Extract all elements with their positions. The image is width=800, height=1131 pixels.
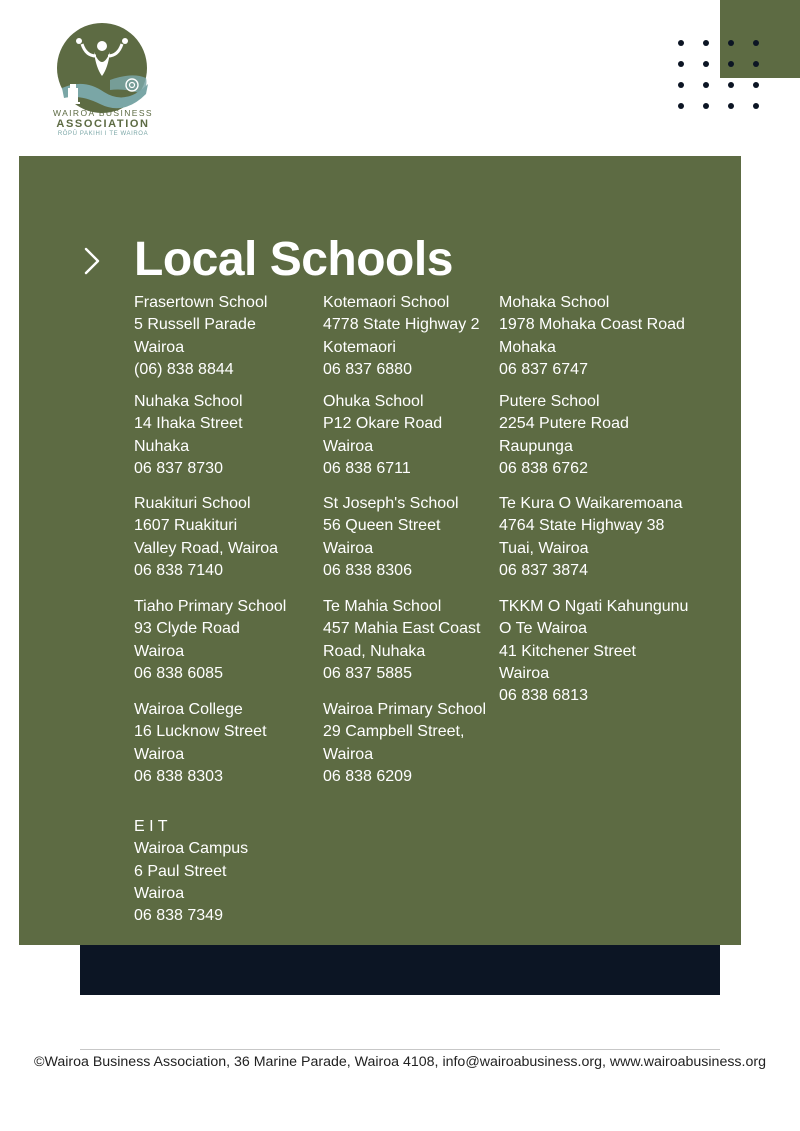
school-detail-line: Road, Nuhaka (323, 642, 426, 660)
school-entry (323, 596, 480, 685)
school-name: Ohuka School (323, 393, 424, 410)
school-detail-line: 06 837 6880 (323, 360, 412, 378)
school-entry (134, 493, 278, 582)
school-detail-line: 06 838 8303 (134, 767, 223, 785)
school-detail-line: 6 Paul Street (134, 862, 227, 880)
school-detail-line: 06 838 6209 (323, 767, 412, 785)
school-detail-line: Valley Road, Wairoa (134, 539, 279, 557)
school-detail-line: Mohaka (499, 338, 556, 356)
school-entry (134, 699, 267, 788)
school-detail-line: 06 838 6711 (323, 459, 411, 477)
school-detail-line: 93 Clyde Road (134, 620, 240, 638)
school-detail-line: 14 Ihaka Street (134, 415, 243, 433)
school-detail-line: 41 Kitchener Street (499, 642, 636, 660)
school-detail-line: Wairoa (134, 884, 185, 902)
school-entry (499, 292, 685, 381)
page-title: Local Schools (134, 233, 453, 286)
school-entry (323, 292, 480, 381)
school-detail-line: Raupunga (499, 437, 573, 455)
school-detail-line: 06 838 7349 (134, 907, 223, 925)
school-detail-line: Wairoa (134, 642, 185, 660)
school-entry (134, 391, 243, 480)
logo-line-1: WAIROA BUSINESS (52, 108, 154, 118)
school-name: Tiaho Primary School (134, 598, 287, 615)
school-detail-line: O Te Wairoa (499, 620, 588, 638)
school-name: St Joseph's School (323, 495, 459, 512)
footer-contact: ©Wairoa Business Association, 36 Marine Parade, Wairoa 4108, info@wairoabusiness.org, www.wairoabusiness.org (34, 1054, 766, 1070)
school-detail-line: Wairoa (323, 539, 374, 557)
school-entry (323, 699, 486, 788)
school-entry (499, 493, 682, 582)
school-detail-line: 4778 State Highway 2 (323, 316, 480, 334)
school-name: Te Mahia School (323, 598, 442, 615)
school-detail-line: Kotemaori (323, 338, 396, 356)
school-name: Putere School (499, 393, 600, 410)
school-detail-line: 457 Mahia East Coast (323, 620, 481, 638)
school-detail-line: 06 838 6813 (499, 687, 588, 705)
school-detail-line: 06 837 6747 (499, 360, 588, 378)
school-detail-line: 06 838 7140 (134, 561, 223, 579)
school-detail-line: Tuai, Wairoa (499, 539, 589, 557)
chevron-right-icon (82, 246, 102, 276)
school-entry (134, 292, 267, 381)
school-detail-line: 5 Russell Parade (134, 316, 256, 334)
school-name: TKKM O Ngati Kahungunu (499, 598, 689, 615)
school-name: Wairoa College (134, 701, 243, 718)
school-detail-line: (06) 838 8844 (134, 360, 234, 378)
school-name: Nuhaka School (134, 393, 243, 410)
school-detail-line: 16 Lucknow Street (134, 723, 267, 741)
school-name: Frasertown School (134, 294, 268, 311)
school-detail-line: Wairoa (134, 745, 185, 763)
school-detail-line: Wairoa (499, 664, 550, 682)
school-name: Wairoa Primary School (323, 701, 487, 718)
school-entry (323, 391, 442, 480)
school-detail-line: P12 Okare Road (323, 415, 443, 433)
school-detail-line: 06 837 5885 (323, 664, 412, 682)
school-detail-line: 06 837 3874 (499, 561, 588, 579)
school-entry (323, 493, 459, 582)
school-detail-line: Wairoa (323, 437, 374, 455)
school-detail-line: Wairoa (134, 338, 185, 356)
school-detail-line: 2254 Putere Road (499, 415, 629, 433)
school-detail-line: 06 838 6085 (134, 664, 223, 682)
school-detail-line: 06 838 8306 (323, 561, 412, 579)
school-detail-line: 06 837 8730 (134, 459, 223, 477)
school-detail-line: 56 Queen Street (323, 517, 441, 535)
school-name: E I T (134, 818, 168, 835)
logo-wordmark (48, 108, 158, 138)
school-detail-line: Wairoa Campus (134, 840, 249, 858)
school-name: Ruakituri School (134, 495, 251, 512)
footer-divider (80, 1049, 720, 1050)
school-name: Mohaka School (499, 294, 610, 311)
school-detail-line: Wairoa (323, 745, 374, 763)
school-detail-line: 06 838 6762 (499, 459, 588, 477)
school-entry (134, 816, 248, 927)
school-detail-line: 4764 State Highway 38 (499, 517, 665, 535)
school-detail-line: 1978 Mohaka Coast Road (499, 316, 685, 334)
school-entry (134, 596, 286, 685)
school-entry (499, 596, 688, 707)
logo-line-2: ASSOCIATION (56, 118, 150, 130)
school-detail-line: Nuhaka (134, 437, 190, 455)
logo-line-3: RŌPŪ PAKIHI I TE WAIROA (57, 131, 149, 137)
school-entry (499, 391, 629, 480)
school-name: Te Kura O Waikaremoana (499, 495, 683, 512)
school-name: Kotemaori School (323, 294, 450, 311)
school-detail-line: 1607 Ruakituri (134, 517, 238, 535)
school-detail-line: 29 Campbell Street, (323, 723, 465, 741)
